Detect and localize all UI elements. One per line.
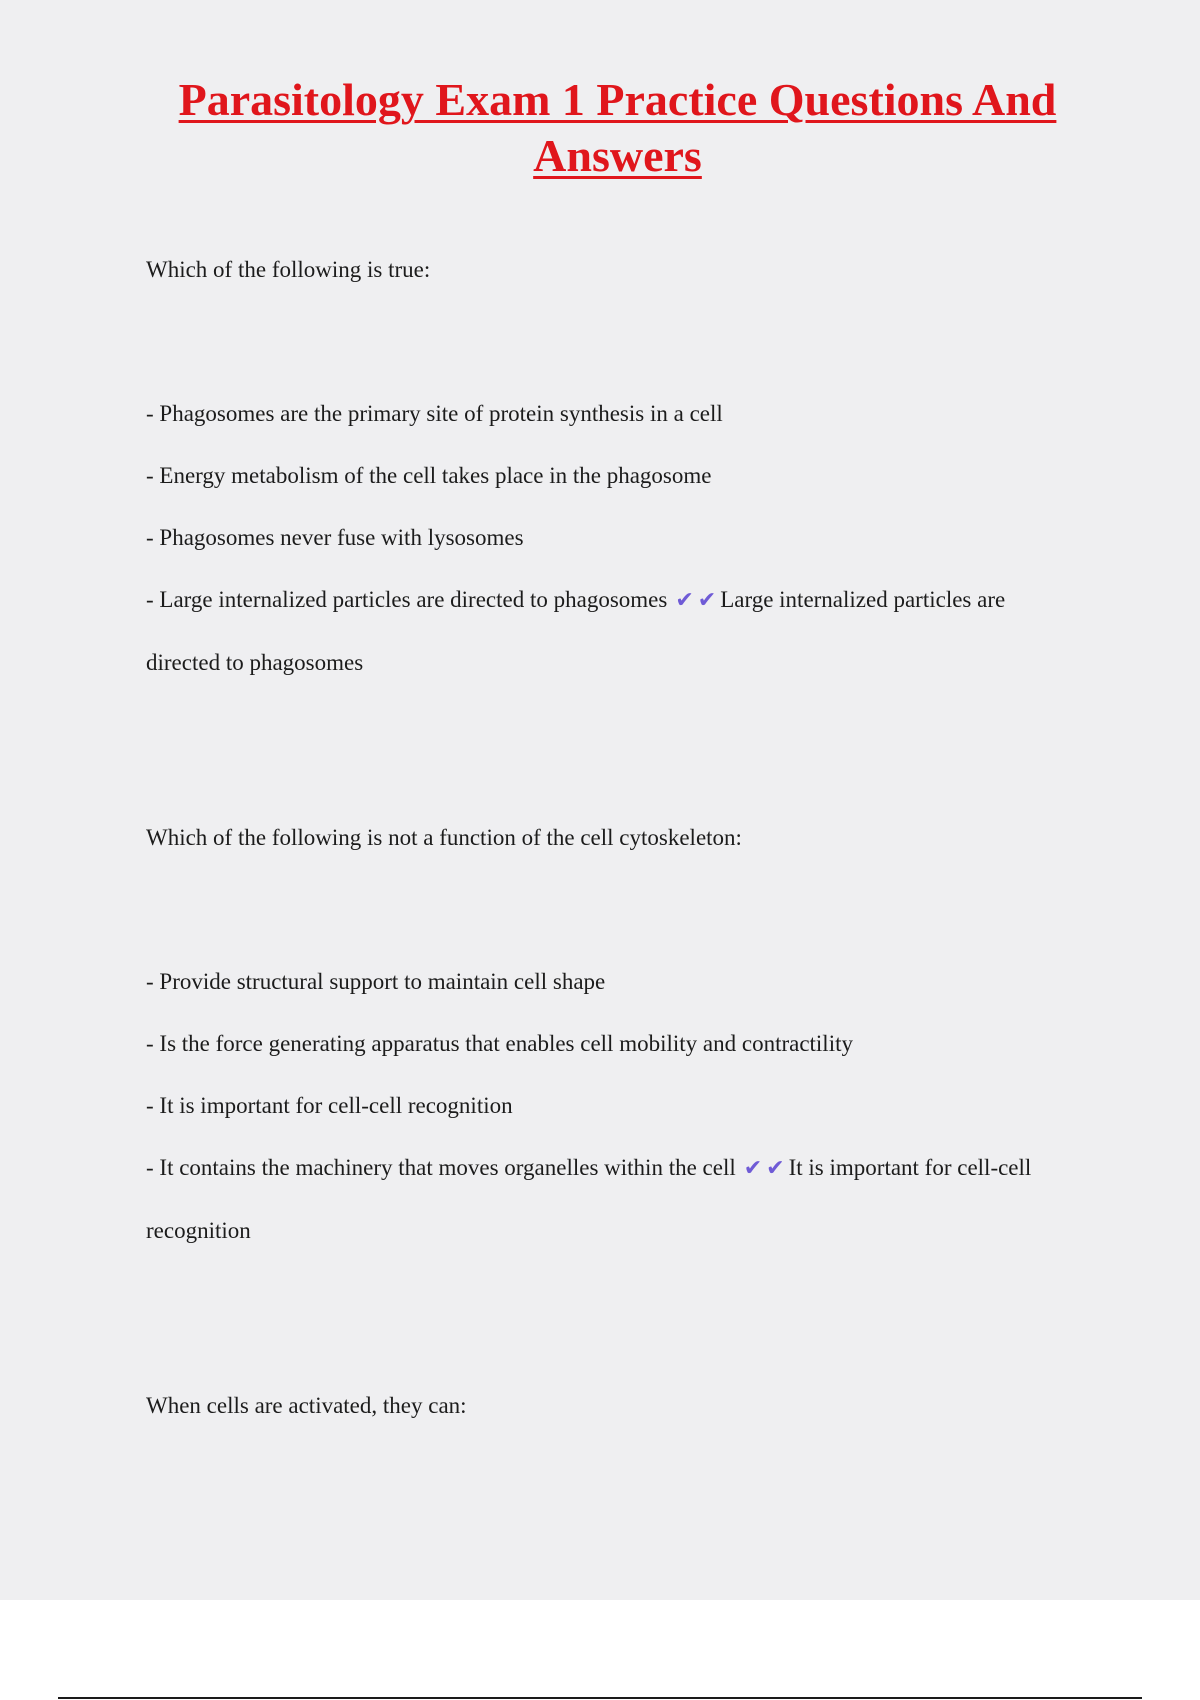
document-title: Parasitology Exam 1 Practice Questions And Answers (178, 74, 1057, 181)
footer-divider (58, 1697, 1142, 1699)
checkmark-icon: ✔ (697, 588, 717, 613)
question-1-prompt: Which of the following is true: (146, 257, 431, 282)
question-2-options (146, 951, 1076, 1262)
question-3-prompt: When cells are activated, they can: (146, 1393, 467, 1418)
question-1-option-2: - Energy metabolism of the cell takes place in the phagosome (146, 463, 712, 488)
question-2-answer: It is important for cell-cell recognition (146, 1155, 1032, 1243)
question-2-option-3: - It is important for cell-cell recognition (146, 1093, 513, 1118)
checkmark-icon: ✔ (743, 1156, 763, 1181)
question-2-option-4: - It contains the machinery that moves organelles within the cell (146, 1155, 736, 1180)
question-2-option-2: - Is the force generating apparatus that enables cell mobility and contractility (146, 1031, 853, 1056)
question-1-option-1: - Phagosomes are the primary site of protein synthesis in a cell (146, 401, 723, 426)
question-1-option-4-with-answer (146, 569, 1076, 694)
question-2-option-1: - Provide structural support to maintain cell shape (146, 969, 606, 994)
question-1-option-4: - Large internalized particles are directed to phagosomes (146, 587, 668, 612)
question-1-options (146, 383, 1076, 694)
question-1-answer: Large internalized particles are directed to phagosomes (146, 587, 1006, 675)
question-2-prompt: Which of the following is not a function of the cell cytoskeleton: (146, 825, 742, 850)
checkmark-icon: ✔ (766, 1156, 785, 1181)
checkmark-icon: ✔ (675, 588, 694, 613)
question-1-option-3: - Phagosomes never fuse with lysosomes (146, 525, 524, 550)
question-2-option-4-with-answer (146, 1137, 1076, 1262)
